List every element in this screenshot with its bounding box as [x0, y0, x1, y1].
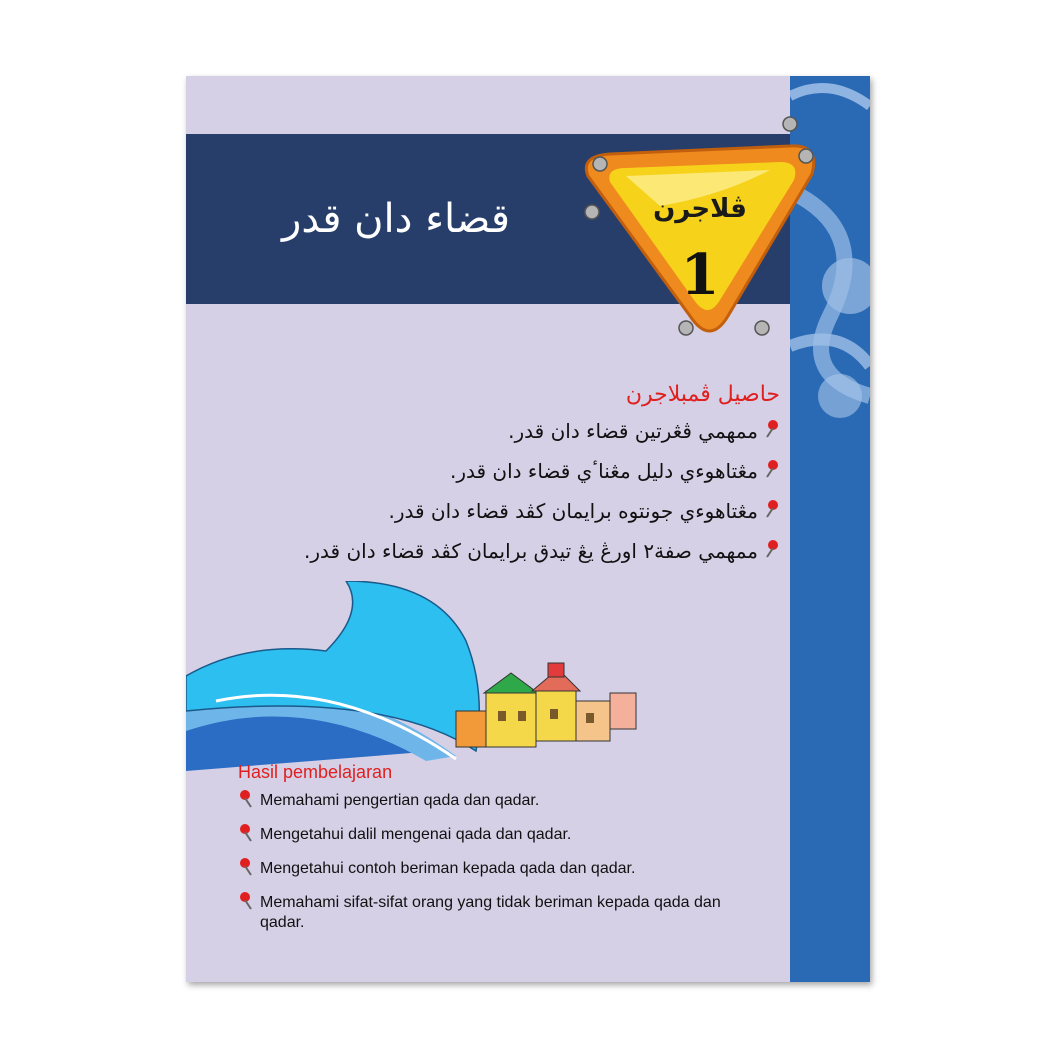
english-outcome-text: Memahami pengertian qada dan qadar. — [260, 792, 540, 809]
english-outcomes-heading: Hasil pembelajaran — [238, 762, 393, 782]
pushpin-icon — [238, 857, 254, 877]
pushpin-icon — [238, 789, 254, 809]
list-item — [238, 791, 758, 811]
arabic-outcome-text: مڠتاهوءي دليل مڠناٴي قضاء دان قدر. — [449, 459, 758, 483]
wave-village-illustration — [186, 581, 646, 771]
chapter-badge-icon — [570, 116, 830, 348]
arabic-outcomes-heading: حاصيل ڤمبلاجرن — [625, 382, 780, 407]
list-item — [238, 893, 758, 933]
english-outcomes-list — [238, 791, 758, 933]
english-outcome-text: Mengetahui dalil mengenai qada dan qadar. — [260, 826, 572, 843]
english-outcome-text: Memahami sifat-sifat orang yang tidak beriman kepada qada dan qadar. — [260, 894, 721, 931]
list-item — [238, 825, 758, 845]
pushpin-icon — [238, 891, 254, 911]
english-outcome-text: Mengetahui contoh beriman kepada qada dan qadar. — [260, 860, 636, 877]
textbook-page — [186, 76, 870, 982]
list-item — [220, 451, 780, 491]
list-item — [220, 411, 780, 451]
arabic-outcome-text: ممهمي ڤڠرتين قضاء دان قدر. — [508, 419, 758, 443]
pushpin-icon — [764, 459, 780, 479]
list-item — [220, 491, 780, 531]
arabic-learning-outcomes — [220, 382, 780, 571]
chapter-title: قضاء دان قدر — [282, 196, 510, 242]
arabic-outcome-text: مڠتاهوءي جونتوه برايمان كڤد قضاء دان قدر. — [388, 499, 758, 523]
pushpin-icon — [764, 539, 780, 559]
list-item — [220, 531, 780, 571]
arabic-outcomes-list — [220, 411, 780, 571]
pushpin-icon — [764, 499, 780, 519]
chapter-number: 1 — [680, 242, 720, 308]
arabic-outcome-text: ممهمي صفة٢ اورڠ يڠ تيدق برايمان كڤد قضاء دان قدر. — [304, 539, 758, 563]
list-item — [238, 859, 758, 879]
chapter-badge-label: ڤلاجرن — [653, 194, 747, 224]
pushpin-icon — [238, 823, 254, 843]
english-learning-outcomes — [238, 762, 758, 947]
pushpin-icon — [764, 419, 780, 439]
